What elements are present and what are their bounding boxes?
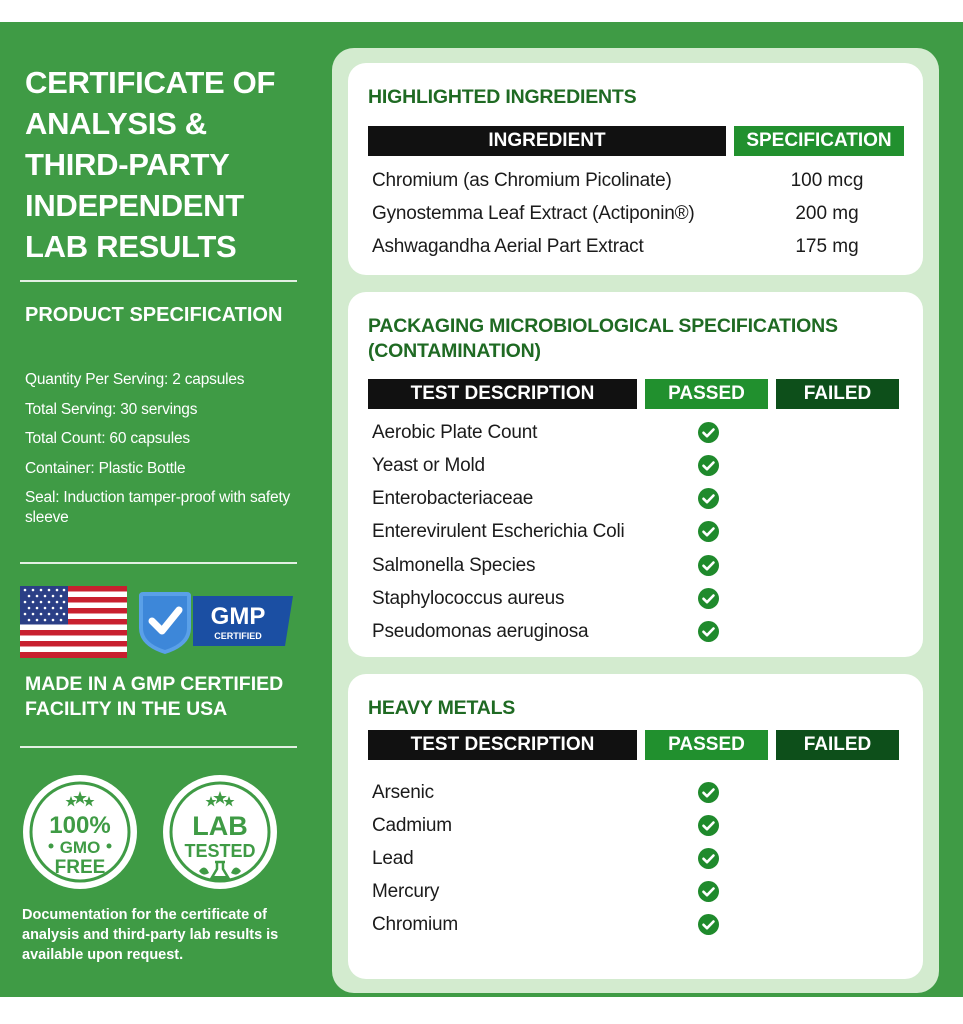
ingredient-spec: 200 mg [795,203,859,224]
test-name: Yeast or Mold [372,455,485,476]
heavy-metals-card [348,674,923,979]
ingredient-name: Gynostemma Leaf Extract (Actiponin®) [372,203,695,224]
ingredients-title: HIGHLIGHTED INGREDIENTS [368,86,637,108]
table-row [372,449,912,482]
made-in-text: MADE IN A GMP CERTIFIED FACILITY IN THE USA [25,673,284,720]
test-name: Pseudomonas aeruginosa [372,621,589,642]
failed-header: FAILED [776,730,899,760]
check-circle-icon [698,555,719,576]
metal-name: Arsenic [372,782,434,803]
table-row [372,875,912,908]
results-panel [332,48,939,993]
divider [20,746,297,748]
badges-row [20,586,295,660]
metal-name: Mercury [372,881,440,902]
spec-list [25,370,295,538]
ingredient-name: Ashwagandha Aerial Part Extract [372,236,644,257]
passed-header: PASSED [645,379,768,409]
ingredient-column-header: INGREDIENT [368,126,726,156]
specification-column-header: SPECIFICATION [734,126,904,156]
check-circle-icon [698,488,719,509]
table-row [372,482,912,515]
microbiological-title: PACKAGING MICROBIOLOGICAL SPECIFICATIONS (CONTAMINATION) [368,315,838,362]
ingredients-card [348,63,923,275]
certificate-sheet [0,22,963,997]
check-circle-icon [698,521,719,542]
test-name: Enterobacteriaceae [372,488,534,509]
table-row [372,549,912,582]
metal-name: Lead [372,848,414,869]
product-spec-title: PRODUCT SPECIFICATION [25,304,283,326]
test-description-header: TEST DESCRIPTION [368,379,637,409]
failed-header: FAILED [776,379,899,409]
table-row [372,164,912,197]
gmo-seal-free: FREE [54,857,106,878]
test-description-header: TEST DESCRIPTION [368,730,637,760]
test-name: Salmonella Species [372,555,536,576]
documentation-note: Documentation for the certificate of analysis and third-party lab results is available upon request. [22,907,279,963]
spec-item: Seal: Induction tamper-proof with safety sleeve [25,489,291,526]
table-row [372,908,912,941]
metal-name: Chromium [372,914,459,935]
ingredient-spec: 100 mcg [790,170,864,191]
table-row [372,416,912,449]
test-name: Staphylococcus aureus [372,588,565,609]
table-row [372,515,912,548]
check-circle-icon [698,422,719,443]
gmo-seal-percent: 100% [49,812,111,839]
test-name: Enterevirulent Escherichia Coli [372,521,625,542]
gmp-subtext: CERTIFIED [214,631,262,641]
lab-seal-tested: TESTED [184,841,256,861]
check-circle-icon [698,621,719,642]
check-circle-icon [698,815,719,836]
lab-tested-seal [161,773,279,891]
heavy-metals-title: HEAVY METALS [368,697,516,719]
gmp-shield-icon [135,588,295,656]
lab-seal-lab: LAB [192,811,248,841]
page-title: CERTIFICATE OF ANALYSIS & THIRD-PARTY INDEPENDENT LAB RESULTS [25,65,276,264]
table-row [372,842,912,875]
ingredient-name: Chromium (as Chromium Picolinate) [372,170,672,191]
spec-item: Total Count: 60 capsules [25,430,190,447]
metal-name: Cadmium [372,815,452,836]
check-circle-icon [698,782,719,803]
gmo-free-seal [21,773,139,891]
divider [20,562,297,564]
check-circle-icon [698,588,719,609]
table-row [372,809,912,842]
spec-item: Quantity Per Serving: 2 capsules [25,371,245,388]
table-row [372,776,912,809]
test-name: Aerobic Plate Count [372,422,538,443]
microbiological-card [348,292,923,657]
table-row [372,582,912,615]
table-row [372,230,912,263]
table-row [372,615,912,648]
divider [20,280,297,282]
check-circle-icon [698,848,719,869]
gmo-seal-gmo: GMO [59,838,101,857]
spec-item: Container: Plastic Bottle [25,459,186,477]
check-circle-icon [698,455,719,476]
table-row [372,197,912,230]
ingredient-spec: 175 mg [795,236,859,257]
passed-header: PASSED [645,730,768,760]
spec-item: Total Serving: 30 servings [25,400,198,418]
check-circle-icon [698,881,719,902]
check-circle-icon [698,914,719,935]
us-flag-icon [20,586,127,658]
gmp-text: GMP [210,603,266,630]
